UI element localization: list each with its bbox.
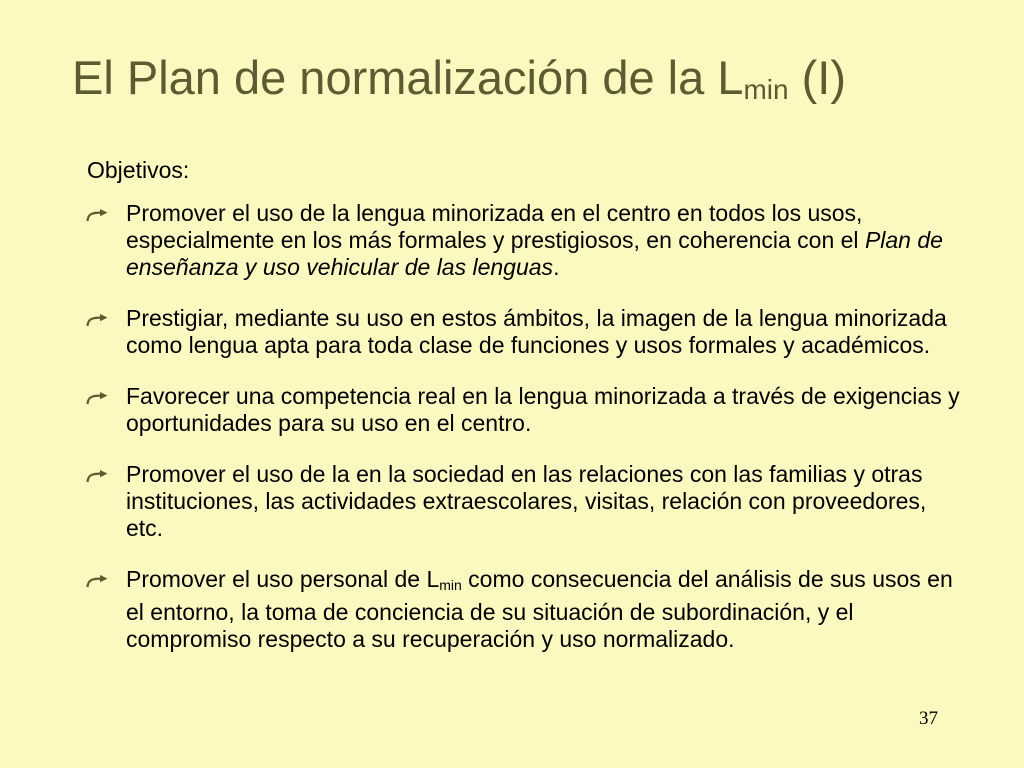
objective-5-part-a: Promover el uso personal de L — [126, 566, 440, 592]
curved-arrow-icon — [86, 575, 108, 588]
objective-item-3 — [86, 383, 966, 437]
objective-text-2: Prestigiar, mediante su uso en estos ámbitos, la imagen de la lengua minorizada como lengua apta para toda clase de funciones y usos formales y académicos. — [126, 305, 947, 358]
objective-text-1 — [126, 200, 966, 281]
curved-arrow-icon — [86, 209, 108, 222]
objective-item-4 — [86, 461, 966, 542]
page-number: 37 — [919, 708, 938, 729]
objective-1-plan-title: Plan de enseñanza y uso vehicular de las lenguas — [126, 227, 943, 280]
curved-arrow-icon — [86, 392, 108, 405]
objective-1-part-b: . — [553, 254, 560, 280]
objective-5-subscript: min — [439, 577, 462, 593]
objective-5-part-b: como consecuencia del análisis de sus usos en el entorno, la toma de conciencia de su situación de subordinación, y el compromiso respecto a su recuperación y uso normalizado. — [126, 566, 953, 652]
title-subscript: min — [743, 74, 789, 105]
curved-arrow-icon — [86, 314, 108, 327]
objective-item-1 — [86, 200, 966, 281]
curved-arrow-icon — [86, 470, 108, 483]
title-end: (I) — [788, 51, 846, 104]
objective-text-3: Favorecer una competencia real en la lengua minorizada a través de exigencias y oportunidades para su uso en el centro. — [126, 383, 960, 436]
objective-item-2 — [86, 305, 966, 359]
objectives-list — [86, 200, 966, 653]
title-main: El Plan de normalización de la L — [72, 51, 744, 104]
objectives-heading: Objetivos: — [87, 157, 190, 183]
objective-item-5 — [86, 566, 966, 653]
objective-text-5 — [126, 566, 966, 653]
objective-1-part-a: Promover el uso de la lengua minorizada en el centro en todos los usos, especialmente en los más formales y prestigiosos, en coherencia con el — [126, 200, 865, 253]
objective-text-4: Promover el uso de la en la sociedad en las relaciones con las familias y otras instituciones, las actividades extraescolares, visitas, relación con proveedores, etc. — [126, 461, 927, 541]
slide-title — [72, 50, 846, 118]
